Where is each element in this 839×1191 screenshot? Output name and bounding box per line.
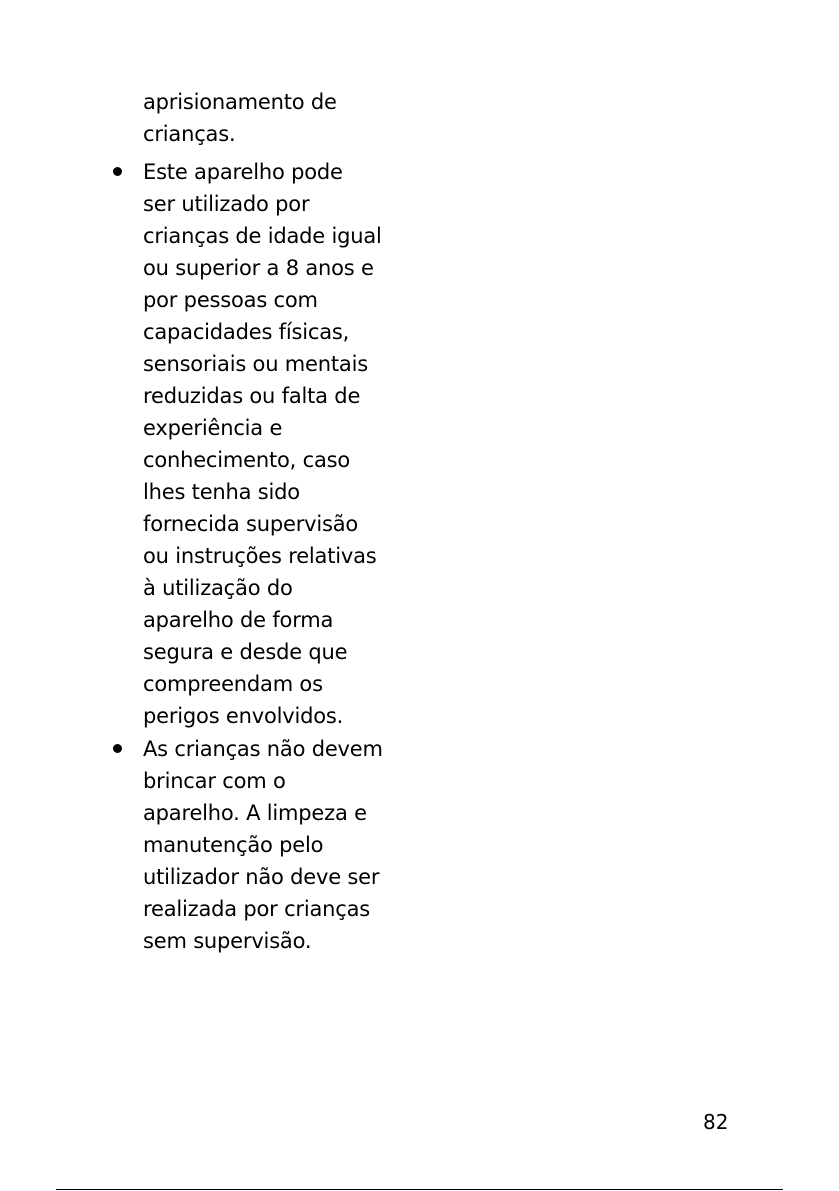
list-item-line: compreendam os: [143, 672, 323, 696]
list-item-line: aparelho. A limpeza e: [143, 801, 367, 825]
paragraph-line: crianças.: [143, 122, 236, 146]
list-item-line: reduzidas ou falta de: [143, 384, 361, 408]
list-item-line: à utilização do: [143, 576, 293, 600]
list-item-line: segura e desde que: [143, 640, 348, 664]
list-item-line: conhecimento, caso: [143, 448, 351, 472]
list-item-line: lhes tenha sido: [143, 480, 300, 504]
list-item-line: perigos envolvidos.: [143, 704, 344, 728]
list-item-line: crianças de idade igual: [143, 224, 382, 248]
list-item-line: brincar com o: [143, 769, 286, 793]
list-item-line: sensoriais ou mentais: [143, 352, 368, 376]
paragraph-line: aprisionamento de: [143, 90, 337, 114]
list-item-line: realizada por crianças: [143, 897, 371, 921]
bullet-icon: [113, 744, 122, 753]
list-item-line: por pessoas com: [143, 288, 318, 312]
list-item-line: utilizador não deve ser: [143, 865, 380, 889]
bullet-icon: [113, 167, 122, 176]
footer-divider: [56, 1189, 783, 1190]
list-item-line: fornecida supervisão: [143, 512, 359, 536]
list-item-line: ou superior a 8 anos e: [143, 256, 374, 280]
list-item-line: As crianças não devem: [143, 737, 383, 761]
list-item-line: Este aparelho pode: [143, 160, 343, 184]
list-item-line: sem supervisão.: [143, 929, 312, 953]
list-item-line: capacidades físicas,: [143, 320, 350, 344]
list-item-line: ser utilizado por: [143, 192, 310, 216]
page-number: 82: [703, 1110, 729, 1134]
list-item-line: manutenção pelo: [143, 833, 324, 857]
list-item-line: aparelho de forma: [143, 608, 334, 632]
list-item-line: ou instruções relativas: [143, 544, 377, 568]
list-item-line: experiência e: [143, 416, 283, 440]
